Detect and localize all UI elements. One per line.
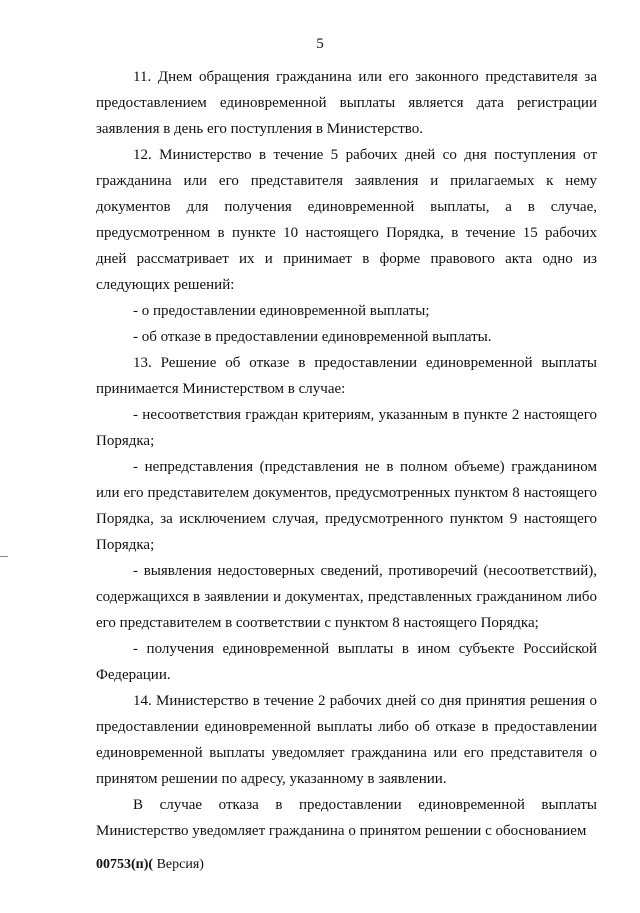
- paragraph-13: 13. Решение об отказе в предоставлении единовременной выплаты принимается Министерством в случае:: [96, 355, 597, 397]
- paragraph-refusal-notice: В случае отказа в предоставлении единовременной выплаты Министерство уведомляет гражданина о принятом решении с обоснованием: [96, 797, 597, 839]
- list-item-grant-decision: - о предоставлении единовременной выплаты;: [133, 303, 430, 319]
- footer-code-number: 00753(п)(: [96, 857, 154, 872]
- paragraph-12: 12. Министерство в течение 5 рабочих дней со дня поступления от гражданина или его представителя заявления и прилагаемых к нему документов для получения единовременной выплаты, а в случае, предусмотренном в пункте 10 настоящего Порядка, в течение 15 рабочих дней рассматривает их и принимает в форме правового акта одно из следующих решений:: [96, 147, 597, 293]
- paragraph-14: 14. Министерство в течение 2 рабочих дней со дня принятия решения о предоставлении единовременной выплаты либо об отказе в предоставлении единовременной выплаты уведомляет гражданина или его представителя о принятом решении по адресу, указанному в заявлении.: [96, 693, 597, 787]
- list-item-missing-documents: - непредставления (представления не в полном объеме) гражданином или его представителем документов, предусмотренных пунктом 8 настоящего Порядка, за исключением случая, предусмотренного пунктом 9 настоящего Порядка;: [96, 459, 597, 553]
- scan-margin-mark: [0, 556, 8, 557]
- paragraph-11: 11. Днем обращения гражданина или его законного представителя за предоставлением единовременной выплаты является дата регистрации заявления в день его поступления в Министерство.: [96, 69, 597, 137]
- list-item-false-information: - выявления недостоверных сведений, противоречий (несоответствий), содержащихся в заявлении и документах, представленных гражданином либо его представителем в соответствии с пунктом 8 настоящего Порядка;: [96, 563, 597, 631]
- document-body: [96, 64, 597, 844]
- document-footer-code: [96, 857, 204, 873]
- footer-version: Версия): [153, 857, 204, 872]
- list-item-criteria-mismatch: - несоответствия граждан критериям, указанным в пункте 2 настоящего Порядка;: [96, 407, 597, 449]
- page-number: 5: [316, 36, 324, 52]
- list-item-other-region-payment: - получения единовременной выплаты в ином субъекте Российской Федерации.: [96, 641, 597, 683]
- list-item-refusal-decision: - об отказе в предоставлении единовременной выплаты.: [133, 329, 492, 345]
